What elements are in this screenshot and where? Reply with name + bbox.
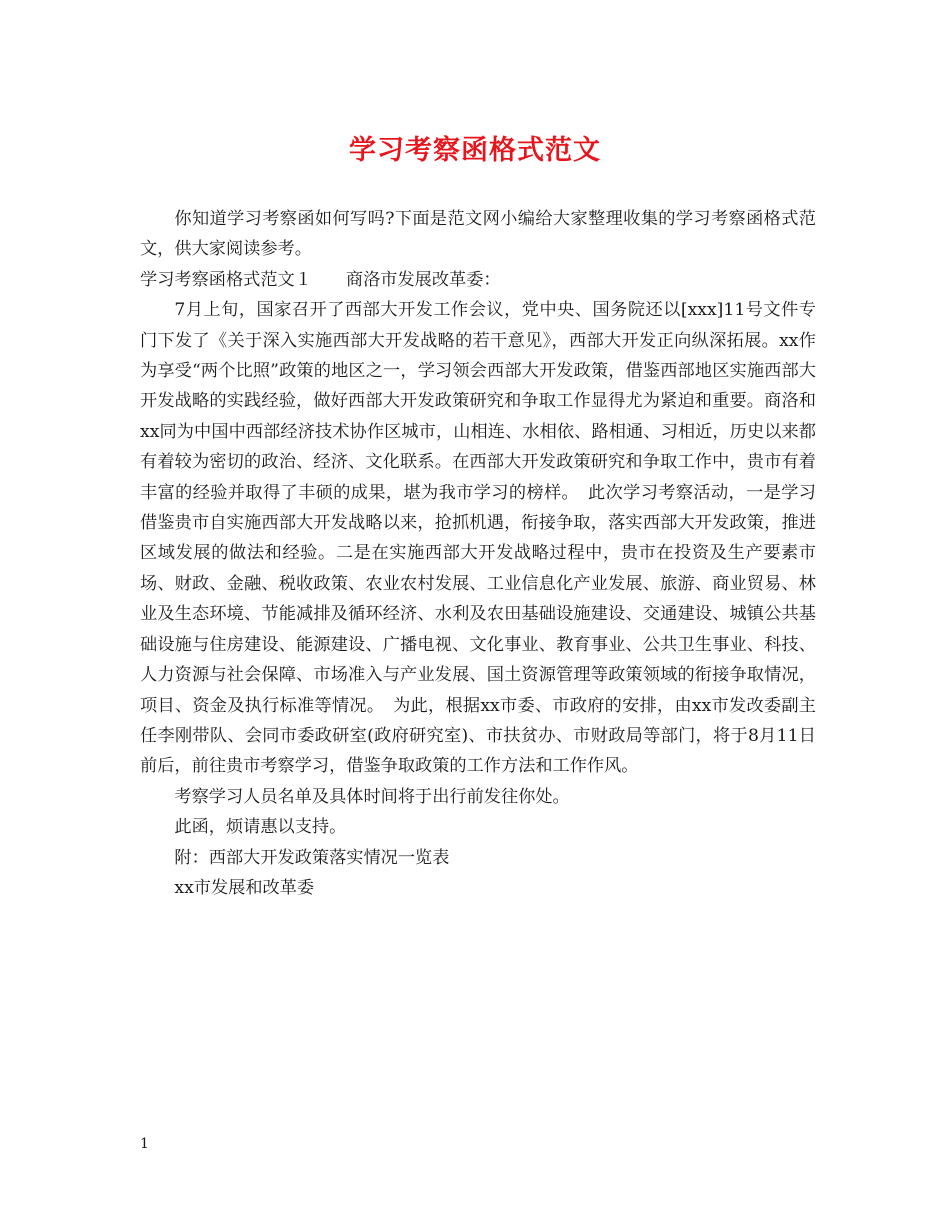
request-paragraph: 此函，烦请惠以支持。 [174,817,347,838]
intro-paragraph: 你知道学习考察函如何写吗?下面是范文网小编给大家整理收集的学习考察函格式范文，供大家阅读参考。 [140,209,816,260]
page-number: 1 [140,1136,149,1152]
section-heading [140,265,816,295]
main-paragraph: 7月上旬，国家召开了西部大开发工作会议，党中央、国务院还以[xxx]11号文件专门下发了《关于深入实施西部大开发战略的若干意见》，西部大开发正向纵深拓展。xx作为享受“两个比照”政策的地区之一，学习领会西部大开发政策，借鉴西部地区实施西部大开发战略的实践经验，做好西部大开发政策研究和争取工作显得尤为紧迫和重要。商洛和xx同为中国中西部经济技术协作区城市，山相连、水相依、路相通、习相近，历史以来都有着较为密切的政治、经济、文化联系。在西部大开发政策研究和争取工作中，贵市有着丰富的经验并取得了丰硕的成果，堪为我市学习的榜样。 此次学习考察活动，一是学习借鉴贵市自实施西部大开发战略以来，抢抓机遇，衔接争取，落实西部大开发政策，推进区域发展的做法和经验。二是在实施西部大开发战略过程中，贵市在投资及生产要素市场、财政、金融、税收政策、农业农村发展、工业信息化产业发展、旅游、商业贸易、林业及生态环境、节能减排及循环经济、水利及农田基础设施建设、交通建设、城镇公共基础设施与住房建设、能源建设、广播电视、文化事业、教育事业、公共卫生事业、科技、人力资源与社会保障、市场准入与产业发展、国土资源管理等政策领域的衔接争取情况，项目、资金及执行标准等情况。 为此，根据xx市委、市政府的安排，由xx市发改委副主任李刚带队、会同市委政研室(政府研究室)、市扶贫办、市财政局等部门，将于8月11日前后，前往贵市考察学习，借鉴争取政策的工作方法和工作作风。 [140,300,816,777]
recipient-line: 商洛市发展改革委： [345,269,501,290]
document-body [140,204,816,903]
signature-line: xx市发展和改革委 [174,877,315,898]
attachment-paragraph: 附：西部大开发政策落实情况一览表 [174,847,450,868]
section-heading-label: 学习考察函格式范文１ [140,269,312,290]
document-title: 学习考察函格式范文 [349,135,601,166]
personnel-paragraph: 考察学习人员名单及具体时间将于出行前发往你处。 [174,786,570,807]
